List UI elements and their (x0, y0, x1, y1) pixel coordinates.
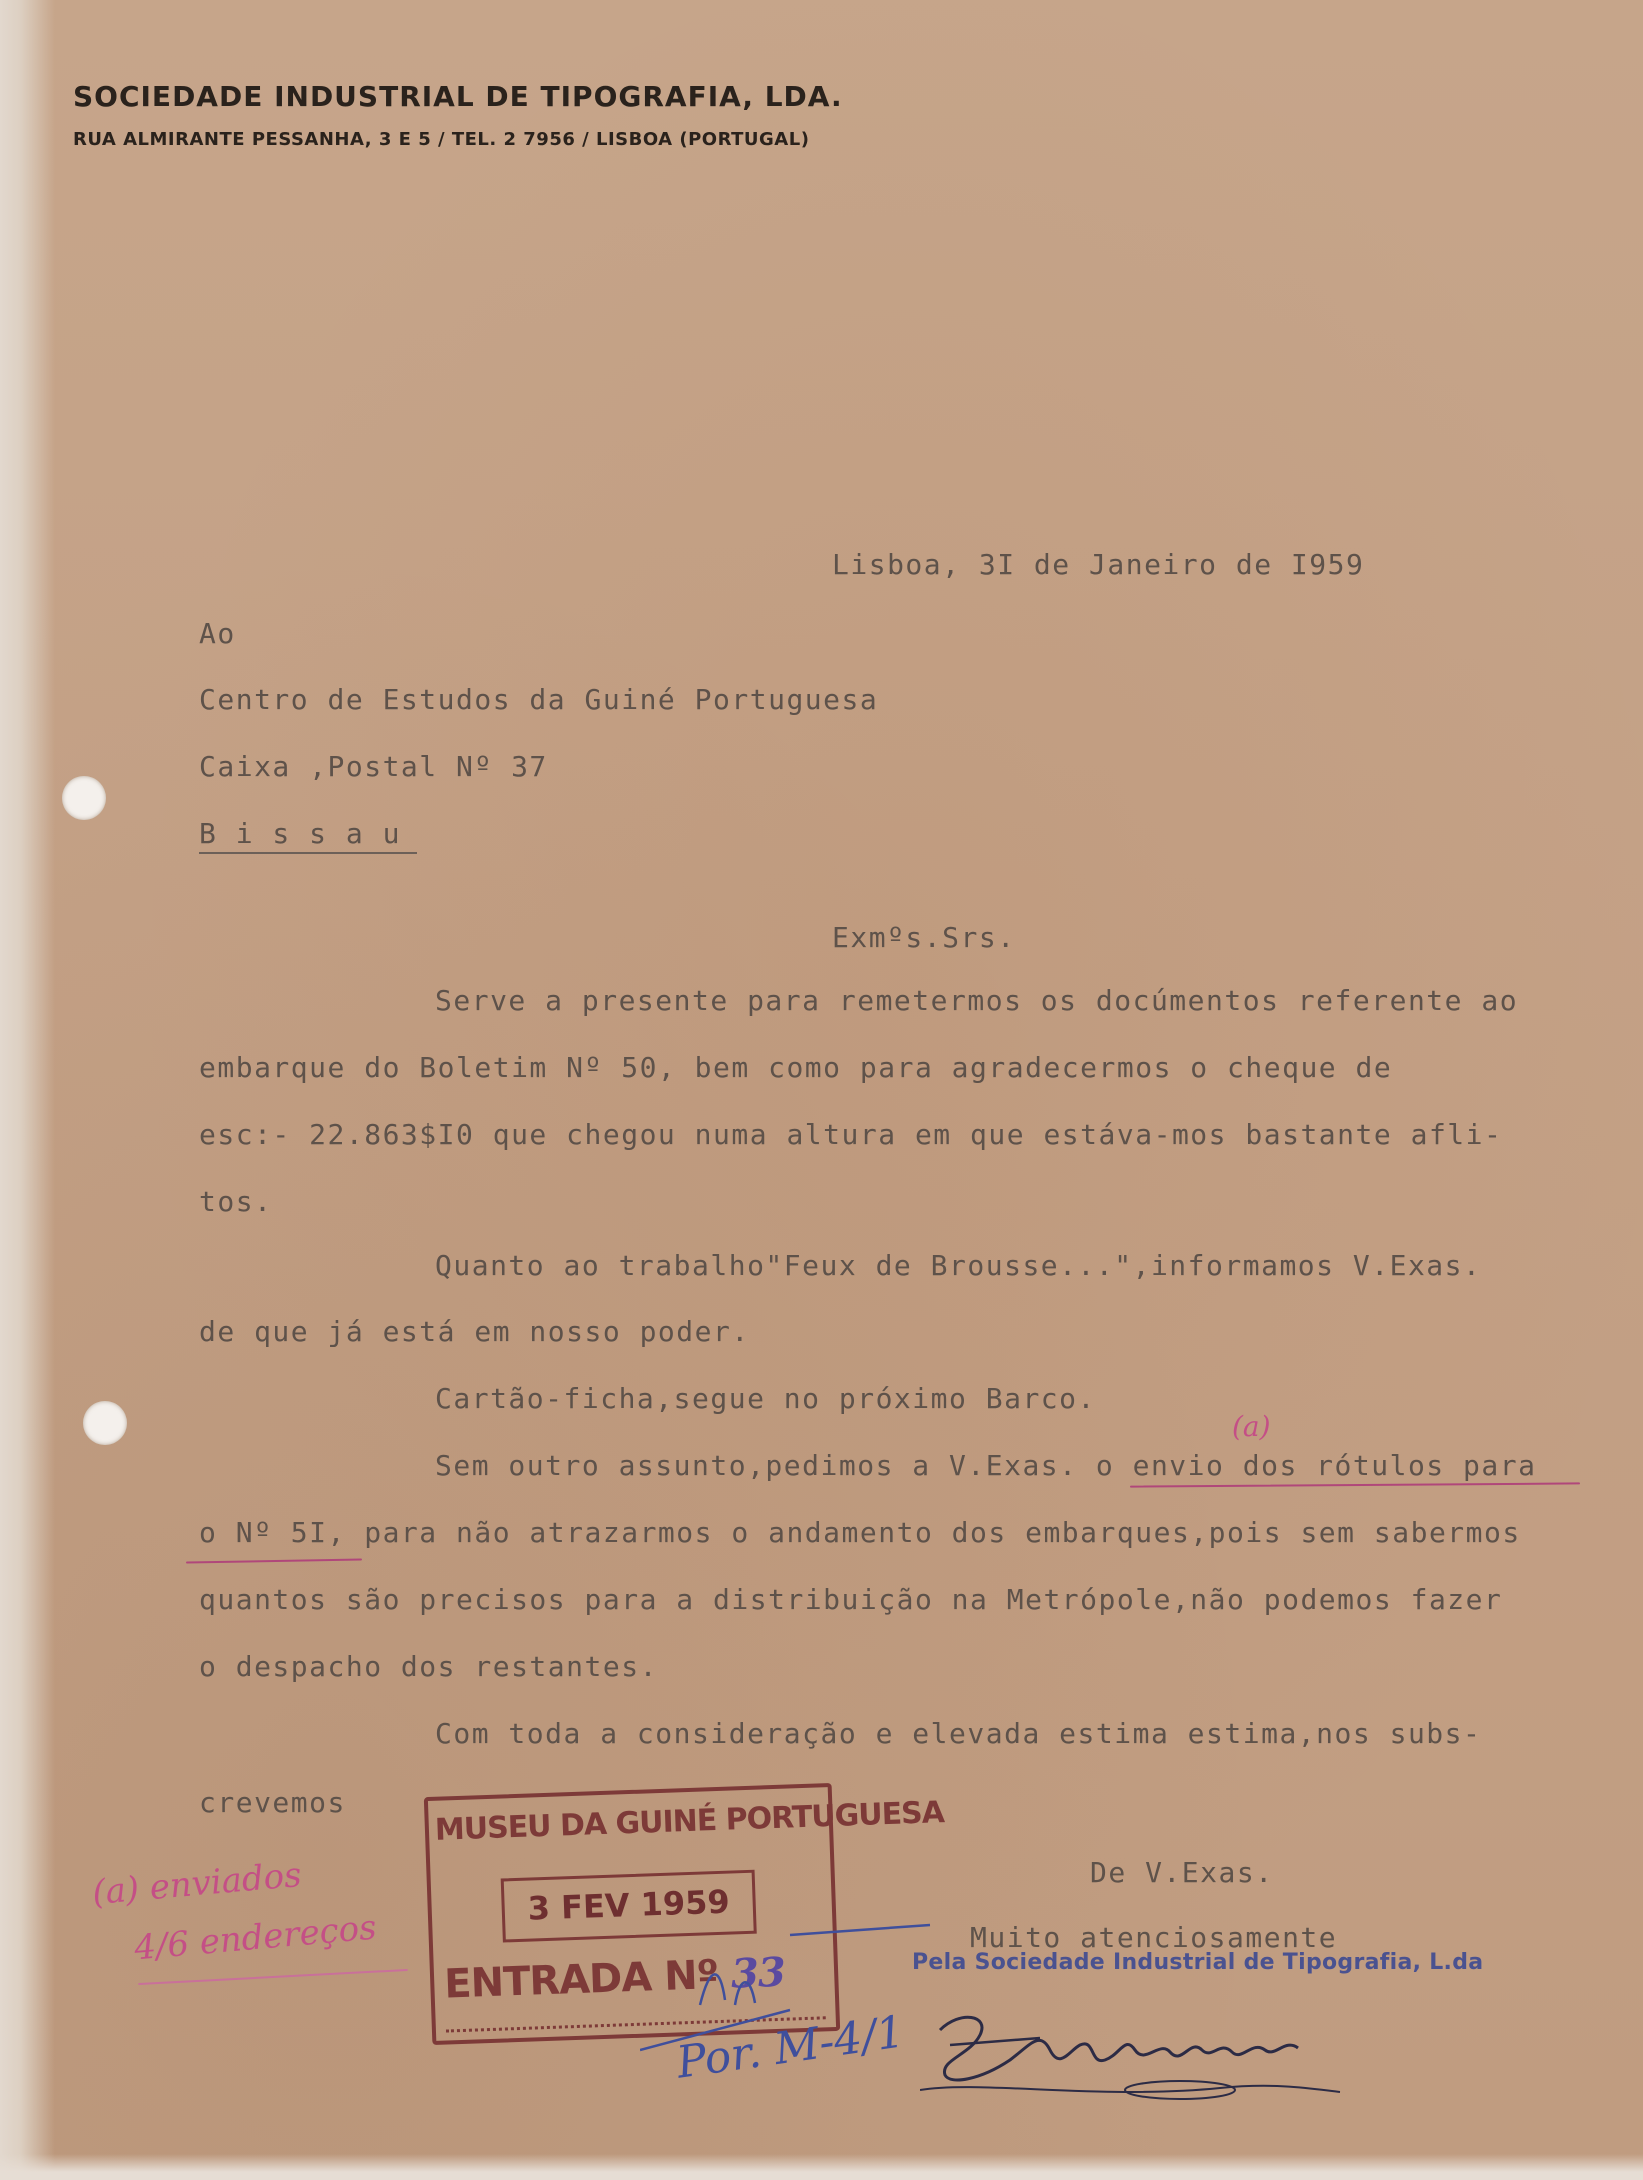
pink-note-sent: (a) enviados (90, 1854, 304, 1914)
pink-underline-number (186, 1558, 362, 1563)
recipient-postal: Caixa ,Postal Nº 37 (199, 750, 548, 783)
marker-a: (a) (1232, 1410, 1271, 1443)
paper-edge-left (0, 0, 55, 2180)
recipient-name: Centro de Estudos da Guiné Portuguesa (199, 683, 879, 716)
body-line: embarque do Boletim Nº 50, bem como para agradecermos o cheque de (199, 1051, 1393, 1084)
body-line: crevemos (199, 1786, 346, 1819)
pink-note-underline (138, 1969, 408, 1985)
company-signature-stamp: Pela Sociedade Industrial de Tipografia, L.da (912, 1950, 1484, 1975)
body-line: Com toda a consideração e elevada estima estima,nos subs- (435, 1717, 1482, 1750)
body-line: tos. (199, 1185, 273, 1218)
letterhead-company: SOCIEDADE INDUSTRIAL DE TIPOGRAFIA, LDA. (73, 80, 843, 113)
closing-line2: Muito atenciosamente (970, 1921, 1338, 1954)
stamp-title: MUSEU DA GUINÉ PORTUGUESA (434, 1795, 945, 1848)
handwritten-signature (920, 1990, 1420, 2120)
city-underline (199, 852, 417, 854)
closing-line1: De V.Exas. (1090, 1856, 1274, 1889)
body-line: Quanto ao trabalho"Feux de Brousse...",informamos V.Exas. (435, 1249, 1482, 1282)
stamp-entry-label: ENTRADA Nº (443, 1952, 719, 2008)
blue-reference-note: Por. M-4/1 (673, 2006, 908, 2089)
pink-underline-request (1130, 1482, 1580, 1487)
body-line: o Nº 5I, para não atrazarmos o andamento dos embarques,pois sem sabermos (199, 1516, 1521, 1549)
body-line: de que já está em nosso poder. (199, 1315, 750, 1348)
stamp-entry-number: 33 (730, 1948, 786, 1998)
body-line: esc:- 22.863$I0 que chegou numa altura em que estáva-mos bastante afli- (199, 1118, 1503, 1151)
body-line: o despacho dos restantes. (199, 1650, 658, 1683)
recipient-to: Ao (199, 617, 236, 650)
paper-edge-bottom (0, 2154, 1643, 2180)
pink-note-addresses: 4/6 endereços (132, 1907, 379, 1969)
recipient-city: B i s s a u (199, 817, 401, 850)
punch-hole-lower (83, 1401, 127, 1445)
punch-hole-upper (62, 776, 106, 820)
greeting: Exmºs.Srs. (832, 921, 1016, 954)
date-line: Lisboa, 3I de Janeiro de I959 (832, 548, 1365, 581)
letterhead-address: RUA ALMIRANTE PESSANHA, 3 E 5 / TEL. 2 7956 / LISBOA (PORTUGAL) (73, 129, 810, 150)
body-line: Serve a presente para remetermos os docúmentos referente ao (435, 984, 1519, 1017)
body-line: Cartão-ficha,segue no próximo Barco. (435, 1382, 1096, 1415)
stamp-date: 3 FEV 1959 (527, 1882, 731, 1928)
body-line: Sem outro assunto,pedimos a V.Exas. o envio dos rótulos para (435, 1449, 1537, 1482)
body-line: quantos são precisos para a distribuição na Metrópole,não podemos fazer (199, 1583, 1503, 1616)
